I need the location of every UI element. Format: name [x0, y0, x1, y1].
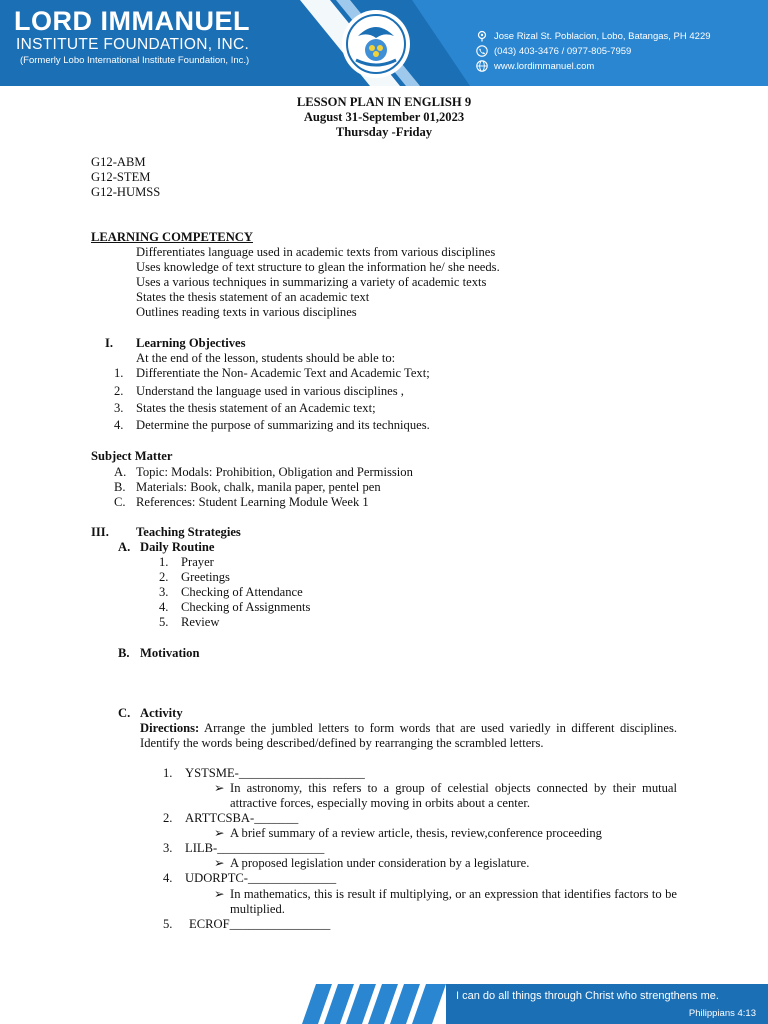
subject-letter: A.	[114, 465, 127, 479]
activity-directions	[140, 721, 677, 751]
objective-item: Understand the language used in various disciplines ,	[136, 384, 404, 398]
objective-item: Differentiate the Non- Academic Text and Academic Text;	[136, 366, 430, 380]
competency-item: Uses knowledge of text structure to glean the information he/ she needs.	[136, 260, 500, 274]
activity-description: A proposed legislation under consideration by a legislature.	[230, 856, 530, 870]
objective-number: 3.	[114, 401, 124, 415]
activity-description: In astronomy, this refers to a group of celestial objects connected by their mutual attractive forces, especially moving in orbits about a center.	[230, 781, 677, 810]
objective-number: 4.	[114, 418, 124, 432]
activity-number: 5.	[163, 917, 173, 931]
org-name: LORD IMMANUEL	[14, 6, 250, 36]
website-link[interactable]: www.lordimmanuel.com	[494, 60, 595, 72]
directions-label: Directions:	[140, 721, 200, 735]
activity-number: 1.	[163, 766, 173, 780]
routine-number: 2.	[159, 570, 169, 584]
activity-number: 4.	[163, 871, 173, 885]
subject-letter: C.	[114, 495, 126, 509]
arrow-bullet-icon: ➢	[214, 781, 225, 795]
competency-item: Differentiates language used in academic texts from various disciplines	[136, 245, 496, 259]
page-footer	[0, 980, 768, 1024]
activity-word: ECROF________________	[189, 917, 331, 931]
routine-item: Checking of Attendance	[181, 585, 303, 599]
teaching-numeral: III.	[91, 525, 109, 539]
competency-item: Outlines reading texts in various disciplines	[136, 305, 357, 319]
subject-item: Materials: Book, chalk, manila paper, pentel pen	[136, 480, 381, 494]
section-label: G12-STEM	[91, 170, 151, 184]
org-subtitle: INSTITUTE FOUNDATION, INC.	[16, 36, 250, 53]
arrow-bullet-icon: ➢	[214, 826, 225, 840]
routine-item: Greetings	[181, 570, 230, 584]
subject-item: Topic: Modals: Prohibition, Obligation and Permission	[136, 465, 413, 479]
activity-heading: Activity	[140, 706, 183, 720]
teaching-heading: Teaching Strategies	[136, 525, 241, 539]
location-pin-icon	[476, 30, 488, 42]
motivation-letter: B.	[118, 646, 130, 660]
activity-word: LILB-_________________	[185, 841, 325, 855]
objective-number: 2.	[114, 384, 124, 398]
routine-number: 3.	[159, 585, 169, 599]
lesson-plan-days: Thursday -Friday	[335, 125, 433, 139]
objectives-intro: At the end of the lesson, students should be able to:	[136, 351, 396, 365]
lesson-plan-title: LESSON PLAN IN ENGLISH 9	[296, 95, 472, 109]
globe-icon	[476, 60, 488, 72]
activity-description: A brief summary of a review article, thesis, review,conference proceeding	[230, 826, 602, 840]
footer-quote: I can do all things through Christ who strengthens me.	[456, 990, 719, 1002]
address-text: Jose Rizal St. Poblacion, Lobo, Batangas, PH 4229	[494, 30, 711, 42]
activity-description: In mathematics, this is result if multiplying, or an expression that identifies factors to be multiplied.	[230, 887, 677, 916]
subject-item: References: Student Learning Module Week 1	[136, 495, 369, 509]
activity-word: YSTSME-____________________	[185, 766, 365, 780]
section-label: G12-HUMSS	[91, 185, 161, 199]
org-former-name: (Formerly Lobo International Institute Foundation, Inc.)	[20, 55, 250, 66]
letterhead	[0, 0, 768, 86]
routine-number: 1.	[159, 555, 169, 569]
objectives-numeral: I.	[105, 336, 114, 350]
arrow-bullet-icon: ➢	[214, 887, 225, 901]
contact-phone	[476, 45, 631, 57]
objective-item: States the thesis statement of an Academic text;	[136, 401, 376, 415]
activity-number: 3.	[163, 841, 173, 855]
activity-word: UDORPTC-______________	[185, 871, 337, 885]
lesson-plan-dates: August 31-September 01,2023	[303, 110, 465, 124]
competency-item: States the thesis statement of an academic text	[136, 290, 370, 304]
school-seal-icon	[340, 8, 412, 80]
footer-reference: Philippians 4:13	[688, 1008, 756, 1019]
arrow-bullet-icon: ➢	[214, 856, 225, 870]
subject-matter-heading: Subject Matter	[91, 449, 173, 463]
objective-number: 1.	[114, 366, 124, 380]
objective-item: Determine the purpose of summarizing and its techniques.	[136, 418, 430, 432]
routine-item: Review	[181, 615, 220, 629]
contact-address	[476, 30, 711, 42]
routine-item: Prayer	[181, 555, 214, 569]
activity-letter: C.	[118, 706, 131, 720]
competency-item: Uses a various techniques in summarizing a variety of academic texts	[136, 275, 487, 289]
activity-word: ARTTCSBA-_______	[185, 811, 299, 825]
contact-website[interactable]	[476, 60, 594, 72]
activity-number: 2.	[163, 811, 173, 825]
routine-item: Checking of Assignments	[181, 600, 311, 614]
phone-text: (043) 403-3476 / 0977-805-7959	[494, 45, 632, 57]
subject-letter: B.	[114, 480, 126, 494]
learning-competency-heading: LEARNING COMPETENCY	[91, 230, 253, 244]
objectives-heading: Learning Objectives	[136, 336, 246, 350]
directions-text: Arrange the jumbled letters to form words that are used variedly in different disciplines. Identify the words being described/defined by rearranging the scrambled letters.	[140, 721, 677, 750]
routine-number: 4.	[159, 600, 169, 614]
phone-icon	[476, 45, 488, 57]
routine-heading: Daily Routine	[140, 540, 215, 554]
motivation-heading: Motivation	[140, 646, 200, 660]
routine-letter: A.	[118, 540, 131, 554]
routine-number: 5.	[159, 615, 169, 629]
section-label: G12-ABM	[91, 155, 146, 169]
